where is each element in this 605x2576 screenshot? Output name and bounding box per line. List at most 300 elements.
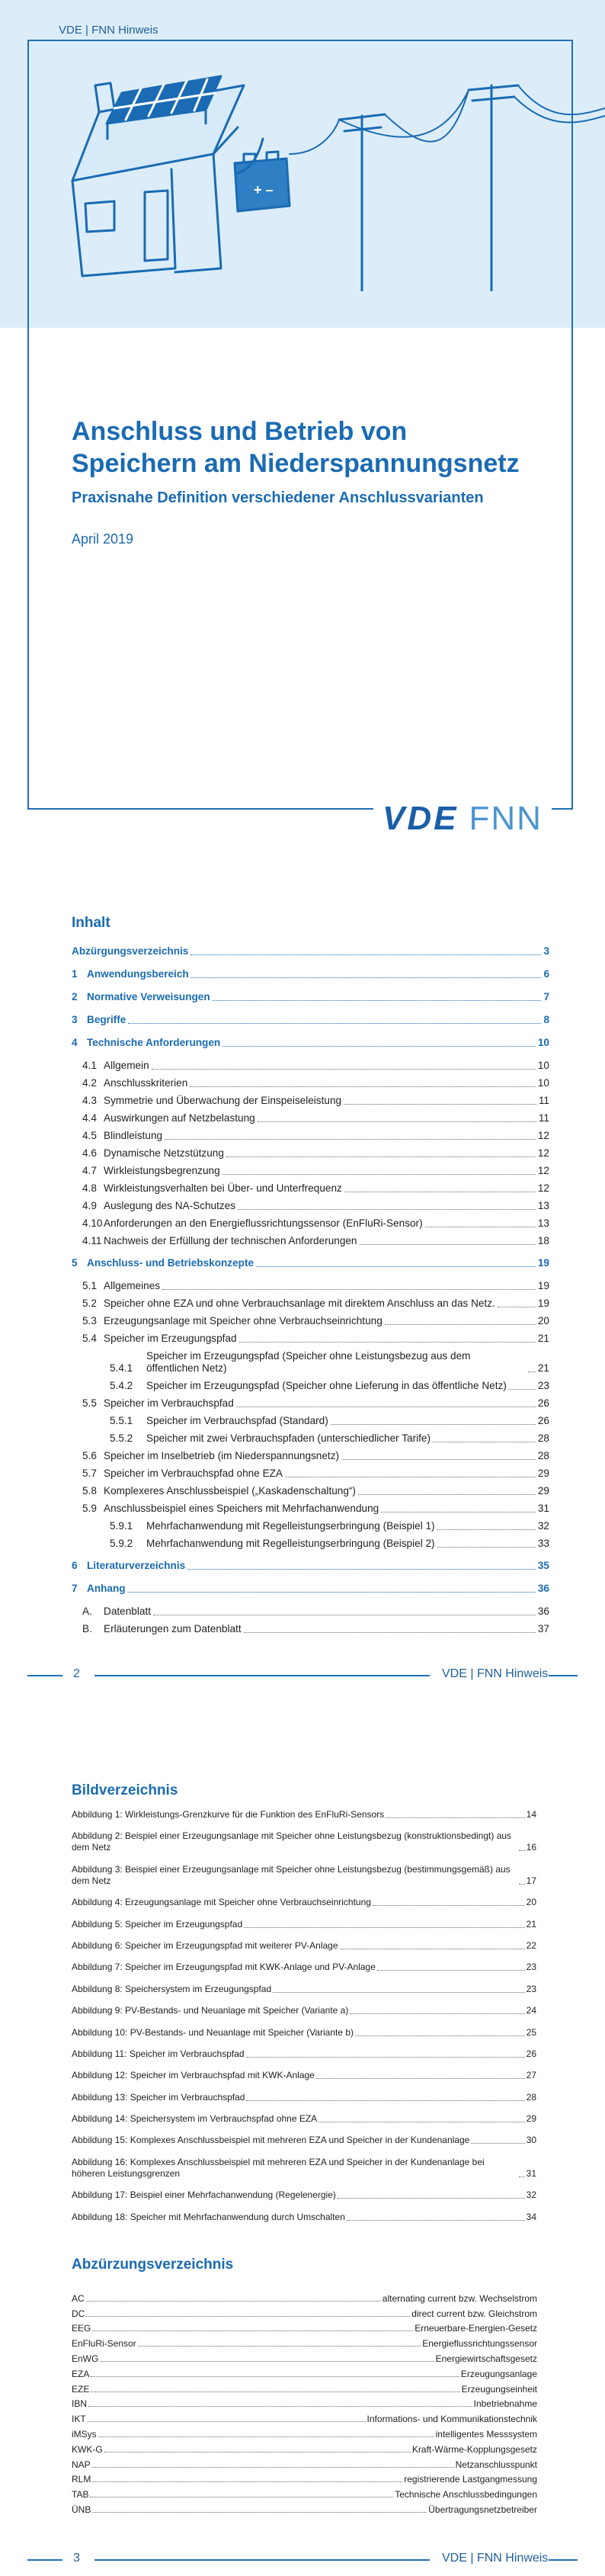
footer-rule-right xyxy=(549,1675,578,1676)
figure-entry[interactable] xyxy=(72,2189,536,2201)
figure-entry-page: 17 xyxy=(526,1875,536,1886)
abbreviation-term: iMSys xyxy=(72,2428,97,2440)
abbreviation-entry xyxy=(72,2289,537,2305)
toc-entry-page: 19 xyxy=(537,1298,549,1309)
toc-entry-title: Symmetrie und Überwachung der Einspeiseleistung xyxy=(104,1095,342,1106)
toc-entry[interactable] xyxy=(72,1200,549,1212)
abbreviation-term: IKT xyxy=(72,2414,86,2425)
figures-list xyxy=(72,1809,536,2233)
figure-entry-page: 22 xyxy=(526,1939,536,1951)
toc-entry[interactable] xyxy=(72,1485,549,1497)
toc-entry-page: 29 xyxy=(537,1485,549,1497)
figure-entry[interactable] xyxy=(72,2027,536,2039)
toc-entry[interactable] xyxy=(72,1235,549,1247)
dot-leader xyxy=(437,1529,536,1530)
abbreviation-entry xyxy=(72,2440,537,2456)
toc-entry-number: 4.2 xyxy=(82,1077,97,1089)
figure-entry-page: 26 xyxy=(526,2048,536,2059)
toc-entry-title: Allgemeines xyxy=(104,1280,161,1291)
footer-label: VDE | FNN Hinweis xyxy=(442,1667,549,1680)
toc-entry-number: 5.4 xyxy=(82,1333,97,1344)
toc-entry-number: 6 xyxy=(72,1560,78,1571)
toc-entry-title: Wirkleistungsbegrenzung xyxy=(104,1165,220,1176)
toc-entry-title: Auslegung des NA-Schutzes xyxy=(104,1200,236,1211)
dot-leader xyxy=(222,1046,536,1047)
battery-sign: + – xyxy=(254,182,274,197)
logo-fnn: FNN xyxy=(469,800,543,837)
toc-entry-page: 11 xyxy=(538,1095,549,1106)
figure-entry-page: 21 xyxy=(526,1918,536,1930)
toc-entry-page: 31 xyxy=(537,1503,549,1514)
toc-entry-number: 1 xyxy=(72,968,78,980)
footer-rule-middle xyxy=(94,2559,430,2561)
dot-leader xyxy=(528,1371,536,1372)
dot-leader xyxy=(258,1121,536,1122)
abbreviation-term: EnFluRi-Sensor xyxy=(72,2338,136,2350)
cover-header-label: VDE | FNN Hinweis xyxy=(59,24,158,37)
toc-entry-page: 28 xyxy=(537,1450,549,1461)
toc-entry[interactable] xyxy=(72,1257,549,1269)
figure-entry-title: Abbildung 14: Speichersystem im Verbrauchspfad ohne EZA xyxy=(72,2113,318,2125)
dot-leader xyxy=(519,1884,525,1885)
abbreviations-list xyxy=(72,2289,537,2516)
toc-entry-page: 26 xyxy=(537,1397,549,1409)
toc-entry-title: Auswirkungen auf Netzbelastung xyxy=(104,1112,255,1124)
toc-entry-title: Technische Anforderungen xyxy=(87,1037,221,1048)
dot-leader xyxy=(239,1342,536,1343)
toc-entry[interactable] xyxy=(72,1217,549,1230)
toc-entry[interactable] xyxy=(72,1298,549,1310)
dot-leader xyxy=(88,2421,366,2422)
figure-entry[interactable] xyxy=(72,1984,536,1995)
logo-vde: VDE xyxy=(383,800,459,837)
toc-entry-number: 4.3 xyxy=(82,1095,97,1106)
toc-entry-title: Speicher ohne EZA und ohne Verbrauchsanlage mit direktem Anschluss an das Netz. xyxy=(104,1298,495,1309)
toc-entry-number: 5.3 xyxy=(82,1315,97,1326)
figure-entry-title: Abbildung 12: Speicher im Verbrauchspfad mit KWK-Anlage xyxy=(72,2070,315,2081)
toc-entry[interactable] xyxy=(72,1147,549,1160)
toc-entry-title: Speicher im Verbrauchspfad ohne EZA xyxy=(104,1468,283,1479)
abbreviation-entry xyxy=(72,2425,537,2440)
dot-leader xyxy=(165,1139,536,1140)
dot-leader xyxy=(86,2301,381,2302)
dot-leader xyxy=(519,1850,525,1851)
toc-entry[interactable] xyxy=(72,1060,549,1072)
cover-title-line1: Anschluss und Betrieb von xyxy=(72,417,408,446)
toc-entry[interactable] xyxy=(72,968,549,980)
figure-entry-title: Abbildung 5: Speicher im Erzeugungspfad xyxy=(72,1918,243,1930)
toc-entry-number: 4.8 xyxy=(82,1182,97,1194)
figure-entry-page: 20 xyxy=(526,1897,536,1908)
dot-leader xyxy=(437,1547,536,1548)
abbreviation-term: EnWG xyxy=(72,2353,99,2364)
toc-entry-title: Komplexeres Anschlussbeispiel („Kaskadenschaltung“) xyxy=(104,1485,356,1497)
abbreviation-meaning: Technische Anschlussbedingungen xyxy=(395,2489,537,2501)
footer-label: VDE | FNN Hinweis xyxy=(442,2552,549,2565)
dot-leader xyxy=(509,1389,536,1390)
toc-entry[interactable] xyxy=(72,1538,549,1550)
abbreviation-term: EEG xyxy=(72,2323,91,2334)
dot-leader xyxy=(256,1266,536,1267)
toc-entry-number: 4 xyxy=(72,1037,78,1048)
abbreviation-term: NAP xyxy=(72,2459,91,2470)
toc-entry-title: Anforderungen an den Energieflussrichtungssensor (EnFluRi-Sensor) xyxy=(104,1217,423,1229)
toc-entry-number: 4.1 xyxy=(82,1060,97,1071)
toc-entry-title: Anschlussbeispiel eines Speichers mit Mehrfachanwendung xyxy=(104,1503,379,1514)
toc-entry-page: 36 xyxy=(537,1583,549,1594)
footer-page-number: 2 xyxy=(73,1667,80,1680)
toc-entry-number: 5.9.1 xyxy=(110,1520,133,1532)
toc-entry-number: A. xyxy=(82,1606,92,1617)
toc-entry-page: 10 xyxy=(537,1037,549,1048)
toc-entry[interactable] xyxy=(72,1095,549,1107)
figure-entry-page: 34 xyxy=(526,2211,536,2222)
toc-entry[interactable] xyxy=(72,1560,549,1572)
figure-entry-page: 27 xyxy=(526,2070,536,2081)
dot-leader xyxy=(347,2220,525,2221)
abbreviation-entry xyxy=(72,2485,537,2501)
toc-entry-title: Speicher im Erzeugungspfad xyxy=(104,1333,237,1344)
figure-entry-title: Abbildung 18: Speicher mit Mehrfachanwendung durch Umschalten xyxy=(72,2211,345,2222)
cover-subtitle: Praxisnahe Definition verschiedener Anschlussvarianten xyxy=(72,489,484,506)
cover-title xyxy=(72,415,559,480)
abbreviations-heading: Abzürzungsverzeichnis xyxy=(72,2257,234,2273)
toc-entry-page: 6 xyxy=(543,968,549,980)
dot-leader xyxy=(246,2100,524,2101)
toc-entry-page: 20 xyxy=(537,1315,549,1326)
toc-entry[interactable] xyxy=(72,1112,549,1124)
figure-entry-title: Abbildung 4: Erzeugungsanlage mit Speicher ohne Verbrauchseinrichtung xyxy=(72,1897,371,1908)
toc-entry-page: 12 xyxy=(537,1165,549,1176)
figure-entry[interactable] xyxy=(72,1962,536,1973)
toc-entry[interactable] xyxy=(72,1014,549,1026)
figure-entry-title: Abbildung 13: Speicher im Verbrauchspfad xyxy=(72,2091,245,2103)
dot-leader xyxy=(128,1592,536,1593)
figure-entry[interactable] xyxy=(72,2157,536,2180)
figure-entry-page: 16 xyxy=(526,1842,536,1853)
dot-leader xyxy=(244,1632,536,1633)
toc-entry[interactable] xyxy=(72,1623,549,1635)
toc-entry-page: 23 xyxy=(537,1380,549,1391)
figure-entry-page: 25 xyxy=(526,2026,536,2038)
dot-leader xyxy=(246,2057,525,2058)
toc-entry[interactable] xyxy=(72,1606,549,1618)
toc-entry[interactable] xyxy=(72,1280,549,1292)
toc-entry-title: Mehrfachanwendung mit Regelleistungserbringung (Beispiel 1) xyxy=(146,1520,435,1532)
figure-entry[interactable] xyxy=(72,1830,536,1853)
dot-leader xyxy=(100,2361,434,2362)
toc-entry[interactable] xyxy=(72,1130,549,1142)
toc-entry-page: 19 xyxy=(537,1257,549,1269)
toc-entry-number: 4.4 xyxy=(82,1112,97,1124)
figure-entry-page: 14 xyxy=(526,1809,536,1820)
toc-entry-title: Wirkleistungsverhalten bei Über- und Unterfrequenz xyxy=(104,1182,342,1194)
toc-entry-page: 35 xyxy=(537,1560,549,1571)
dot-leader xyxy=(226,1156,536,1157)
cover-title-line2: Speichern am Niederspannungsnetz xyxy=(72,449,520,478)
figures-heading: Bildverzeichnis xyxy=(72,1782,178,1798)
footer-rule-left xyxy=(27,1675,62,1676)
dot-leader xyxy=(187,1569,536,1570)
toc-entry-title: Speicher im Verbrauchspfad xyxy=(104,1397,234,1409)
footer-rule-right xyxy=(549,2559,578,2561)
toc-entry[interactable] xyxy=(72,1450,549,1462)
dot-leader xyxy=(191,977,542,978)
figure-entry[interactable] xyxy=(72,1864,536,1887)
abbreviation-term: KWK-G xyxy=(72,2443,103,2455)
toc-entry[interactable] xyxy=(72,1583,549,1595)
page-footer xyxy=(27,1667,578,1683)
dot-leader xyxy=(381,1512,536,1513)
toc-entry-title: Anwendungsbereich xyxy=(87,968,189,980)
toc-entry-page: 19 xyxy=(537,1280,549,1291)
abbreviation-meaning: Energiewirtschaftsgesetz xyxy=(435,2353,537,2364)
battery-icon xyxy=(235,139,290,211)
toc-entry-title: Allgemein xyxy=(104,1060,149,1071)
toc-entry[interactable] xyxy=(72,1503,549,1515)
dot-leader xyxy=(360,1244,536,1245)
toc-entry[interactable] xyxy=(72,991,549,1003)
abbreviation-entry xyxy=(72,2365,537,2380)
toc-entry[interactable] xyxy=(72,1315,549,1327)
dot-leader xyxy=(91,2376,459,2377)
figure-entry-title: Abbildung 11: Speicher im Verbrauchspfad xyxy=(72,2048,245,2059)
toc-entry-number: 5.5 xyxy=(82,1397,97,1409)
footer-rule-left xyxy=(27,2559,62,2561)
abbreviation-meaning: Übertragungsnetzbetreiber xyxy=(428,2504,537,2515)
toc-entry-page: 7 xyxy=(543,991,549,1002)
figure-entry-title: Abbildung 2: Beispiel einer Erzeugungsanlage mit Speicher ohne Leistungsbezug (konstruktionsbedingt) aus dem Netz xyxy=(72,1830,512,1853)
toc-entry-number: 5.9.2 xyxy=(110,1538,133,1549)
abbreviation-meaning: Kraft-Wärme-Kopplungsgesetz xyxy=(411,2443,537,2455)
toc-entry-title: Datenblatt xyxy=(104,1606,151,1617)
abbreviation-meaning: registrierende Lastgangmessung xyxy=(404,2474,537,2485)
toc-entry[interactable] xyxy=(72,1182,549,1195)
toc-entry[interactable] xyxy=(72,1415,549,1427)
figure-entry-title: Abbildung 10: PV-Bestands- und Neuanlage mit Speicher (Variante b) xyxy=(72,2026,354,2038)
toc-entry-page: 12 xyxy=(537,1182,549,1194)
dot-leader xyxy=(244,1927,524,1928)
figure-entry[interactable] xyxy=(72,1940,536,1952)
abbreviation-entry xyxy=(72,2380,537,2395)
toc-entry-number: 2 xyxy=(72,991,78,1002)
footer-page-number: 3 xyxy=(73,2552,80,2565)
figure-entry-title: Abbildung 1: Wirkleistungs-Grenzkurve für die Funktion des EnFluRi-Sensors xyxy=(72,1809,385,1820)
toc-entry-number: 4.5 xyxy=(82,1130,97,1141)
abbreviation-term: EZE xyxy=(72,2383,90,2395)
toc-entry-title: Literaturverzeichnis xyxy=(87,1560,186,1571)
dot-leader xyxy=(92,2512,427,2513)
abbreviation-entry xyxy=(72,2395,537,2411)
toc-entry-number: 4.9 xyxy=(82,1200,97,1211)
toc-entry-title: Normative Verweisungen xyxy=(87,991,210,1002)
toc-entry-number: 5.9 xyxy=(82,1503,97,1514)
dot-leader xyxy=(128,1023,541,1024)
dot-leader xyxy=(92,2481,402,2482)
figure-entry-page: 23 xyxy=(526,1983,536,1994)
toc-heading: Inhalt xyxy=(72,915,110,931)
toc-entry[interactable] xyxy=(72,1468,549,1480)
toc-entry-title: Speicher im Erzeugungspfad (Speicher ohne Leistungsbezug aus dem öffentlichen Netz) xyxy=(146,1350,471,1374)
toc-entry-number: 5.6 xyxy=(82,1450,97,1461)
abbreviation-term: DC xyxy=(72,2308,85,2319)
dot-leader xyxy=(92,2467,454,2468)
toc-entry-page: 26 xyxy=(537,1415,549,1426)
figure-entry-page: 28 xyxy=(526,2091,536,2103)
toc-entry[interactable] xyxy=(72,1037,549,1049)
figure-entry-title: Abbildung 17: Beispiel einer Mehrfachanwendung (Regelenergie) xyxy=(72,2189,336,2201)
figure-entry[interactable] xyxy=(72,2092,536,2103)
toc-entry[interactable] xyxy=(72,945,549,958)
toc-entry-page: 8 xyxy=(543,1014,549,1025)
toc-entry-page: 10 xyxy=(537,1060,549,1071)
abbreviation-meaning: Energieflussrichtungssensor xyxy=(422,2338,537,2350)
toc-entry-number: 5.4.2 xyxy=(110,1380,133,1391)
toc-entry-number: 5.5.2 xyxy=(110,1432,133,1444)
figure-entry-title: Abbildung 15: Komplexes Anschlussbeispiel mit mehreren EZA und Speicher in der Kundenanlage xyxy=(72,2135,470,2146)
dot-leader xyxy=(152,1069,536,1070)
toc-entry-number: 4.10 xyxy=(82,1217,103,1229)
dot-leader xyxy=(471,2143,524,2144)
lists-page xyxy=(0,1715,605,2576)
toc-entry-title: Anschlusskriterien xyxy=(104,1077,188,1089)
toc-entry-page: 18 xyxy=(537,1235,549,1246)
toc-entry-number: 5 xyxy=(72,1257,78,1269)
figure-entry-page: 32 xyxy=(526,2189,536,2201)
abbreviation-meaning: intelligentes Messsystem xyxy=(435,2428,537,2440)
figure-entry[interactable] xyxy=(72,1897,536,1908)
dot-leader xyxy=(341,1459,536,1460)
toc-entry-title: Speicher im Inselbetrieb (im Niederspannungsnetz) xyxy=(104,1450,340,1461)
toc-entry-page: 12 xyxy=(537,1147,549,1159)
abbreviation-entry xyxy=(72,2350,537,2365)
toc-entry-title: Speicher im Verbrauchspfad (Standard) xyxy=(146,1415,328,1426)
toc-list xyxy=(72,945,549,1641)
figure-entry[interactable] xyxy=(72,2048,536,2060)
toc-entry-title: Dynamische Netzstützung xyxy=(104,1147,224,1159)
dot-leader xyxy=(316,2078,525,2079)
dot-leader xyxy=(373,1905,525,1906)
dot-leader xyxy=(162,1289,536,1290)
cover-date: April 2019 xyxy=(72,531,134,547)
abbreviation-meaning: Netzanschlusspunkt xyxy=(455,2459,537,2470)
toc-entry[interactable] xyxy=(72,1520,549,1532)
figure-entry-page: 30 xyxy=(526,2135,536,2146)
toc-entry-title: Erläuterungen zum Datenblatt xyxy=(104,1623,242,1634)
abbreviation-entry xyxy=(72,2305,537,2320)
figure-entry-page: 29 xyxy=(526,2113,536,2125)
toc-entry-title: Begriffe xyxy=(87,1014,126,1025)
toc-entry-page: 32 xyxy=(537,1520,549,1532)
figure-entry[interactable] xyxy=(72,2135,536,2146)
toc-entry-number: B. xyxy=(82,1623,92,1634)
toc-entry-title: Speicher im Erzeugungspfad (Speicher ohne Lieferung in das öffentliche Netz) xyxy=(146,1380,507,1391)
abbreviation-term: EZA xyxy=(72,2368,90,2379)
dot-leader xyxy=(213,1000,542,1001)
dot-leader xyxy=(377,1970,525,1971)
toc-entry[interactable] xyxy=(72,1333,549,1345)
vde-fnn-logo xyxy=(373,800,552,837)
abbreviation-meaning: Inbetriebnahme xyxy=(473,2398,537,2410)
dot-leader xyxy=(358,1494,536,1495)
power-lines-icon xyxy=(290,85,605,291)
abbreviation-term: AC xyxy=(72,2292,85,2304)
toc-entry-title: Blindleistung xyxy=(104,1130,163,1141)
dot-leader xyxy=(344,1104,536,1105)
toc-entry-number: 5.8 xyxy=(82,1485,97,1497)
figure-entry[interactable] xyxy=(72,2113,536,2125)
dot-leader xyxy=(355,2035,525,2036)
figure-entry[interactable] xyxy=(72,2005,536,2016)
dot-leader xyxy=(222,1174,536,1175)
dot-leader xyxy=(385,1324,536,1325)
toc-entry-page: 13 xyxy=(537,1200,549,1211)
dot-leader xyxy=(138,2346,421,2347)
figure-entry[interactable] xyxy=(72,2070,536,2081)
toc-entry-page: 28 xyxy=(537,1432,549,1444)
abbreviation-term: RLM xyxy=(72,2474,91,2485)
figure-entry-page: 24 xyxy=(526,2005,536,2016)
toc-entry-page: 21 xyxy=(537,1333,549,1344)
abbreviation-term: TAB xyxy=(72,2489,89,2501)
toc-entry-title: Anschluss- und Betriebskonzepte xyxy=(87,1257,254,1269)
dot-leader xyxy=(338,2198,525,2199)
dot-leader xyxy=(273,1992,524,1993)
toc-entry-number: 5.2 xyxy=(82,1298,97,1309)
abbreviation-term: ÜNB xyxy=(72,2504,91,2515)
abbreviation-term: IBN xyxy=(72,2398,88,2410)
abbreviation-entry xyxy=(72,2501,537,2516)
abbreviation-entry xyxy=(72,2456,537,2471)
toc-entry-page: 29 xyxy=(537,1468,549,1479)
toc-entry[interactable] xyxy=(72,1432,549,1445)
toc-entry-page: 37 xyxy=(537,1623,549,1634)
toc-entry-title: Mehrfachanwendung mit Regelleistungserbringung (Beispiel 2) xyxy=(146,1538,435,1549)
figure-entry-title: Abbildung 3: Beispiel einer Erzeugungsanlage mit Speicher ohne Leistungsbezug (bestimmungsgemäß) aus dem Netz xyxy=(72,1863,511,1886)
toc-entry-title: Speicher mit zwei Verbrauchspfaden (unterschiedlicher Tarife) xyxy=(146,1432,431,1444)
abbreviation-meaning: Informations- und Kommunikationstechnik xyxy=(367,2414,537,2425)
toc-entry-number: 4.11 xyxy=(82,1235,102,1246)
abbreviation-entry xyxy=(72,2410,537,2425)
toc-entry-number: 4.6 xyxy=(82,1147,97,1159)
dot-leader xyxy=(238,1209,536,1210)
abbreviation-meaning: Erzeugungseinheit xyxy=(461,2383,537,2395)
toc-entry[interactable] xyxy=(72,1350,549,1375)
toc-entry-number: 4.7 xyxy=(82,1165,97,1176)
toc-entry-number: 5.1 xyxy=(82,1280,97,1291)
toc-entry-title: Erzeugungsanlage mit Speicher ohne Verbrauchseinrichtung xyxy=(104,1315,383,1326)
figure-entry[interactable] xyxy=(72,1919,536,1930)
figure-entry-title: Abbildung 16: Komplexes Anschlussbeispiel mit mehreren EZA und Speicher in der Kundenanlage bei höheren Leistungsgrenzen xyxy=(72,2156,485,2179)
toc-entry-number: 5.5.1 xyxy=(110,1415,133,1426)
figure-entry-page: 23 xyxy=(526,1962,536,1973)
toc-entry[interactable] xyxy=(72,1077,549,1089)
toc-entry-number: 5.4.1 xyxy=(110,1362,133,1374)
dot-leader xyxy=(190,954,541,955)
toc-entry[interactable] xyxy=(72,1397,549,1410)
page-footer xyxy=(27,2552,578,2567)
dot-leader xyxy=(350,2013,524,2014)
figure-entry[interactable] xyxy=(72,2212,536,2223)
toc-entry-title: Abzürgungsverzeichnis xyxy=(72,945,189,957)
figure-entry[interactable] xyxy=(72,1809,536,1821)
toc-entry[interactable] xyxy=(72,1380,549,1392)
abbreviation-entry xyxy=(72,2471,537,2486)
toc-entry[interactable] xyxy=(72,1165,549,1177)
toc-entry-page: 12 xyxy=(537,1130,549,1141)
abbreviation-meaning: direct current bzw. Gleichstrom xyxy=(411,2308,537,2319)
abbreviation-meaning: Erneuerbare-Energien-Gesetz xyxy=(415,2323,537,2334)
